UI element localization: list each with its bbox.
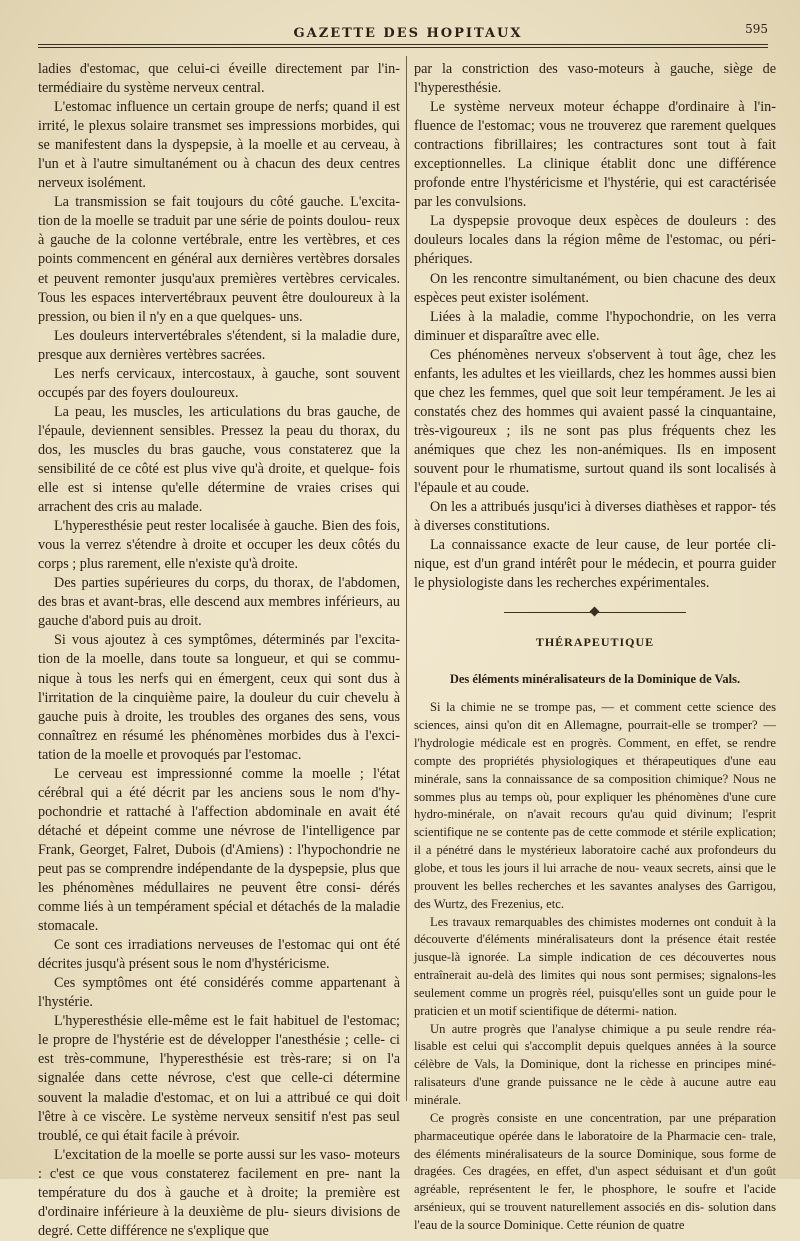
right-column <box>414 60 776 1235</box>
article-paragraph: Si la chimie ne se trompe pas, — et comment cette science des sciences, ainsi qu'on dit en Allemagne, pourrait-elle se tromper? — l'hydrologie médicale est en progrès. Comment, en effet, se rendre compte des propriétés physiologiques et thérapeutiques d'une eau minérale, sans la connaissance de sa composition chimique? Nous ne sommes plus au temps où, pour expliquer les phénomènes d'une cure hydro-minérale, on n'avait recours qu'au quid divinum; l'esprit scientifique ne se contente pas de cette commode et stérile explication; il a pénétré dans le mystérieux laboratoire caché aux profondeurs du globe, et tous les jours il lui arrache de nou- veaux secrets, ainsi que le prouvent les belles recherches et les savantes analyses des Garrigou, des Wurtz, des Frezenius, etc. <box>414 700 776 911</box>
paragraph: Liées à la maladie, comme l'hypochondrie, on les verra diminuer et disparaître avec elle. <box>414 308 776 344</box>
paragraph: par la constriction des vaso-moteurs à gauche, siège de l'hyperesthésie. <box>414 61 776 97</box>
paragraph: Les nerfs cervicaux, intercostaux, à gauche, sont souvent occupés par des foyers douloureux. <box>38 365 400 401</box>
paragraph: La dyspepsie provoque deux espèces de douleurs : des douleurs locales dans la région même de l'estomac, ou péri- phériques. <box>414 213 776 268</box>
section-divider <box>414 607 776 619</box>
paragraph: Si vous ajoutez à ces symptômes, déterminés par l'excita- tion de la moelle, dans toute sa longueur, et qui se commu- nique à tous les nerfs qui en émergent, ceux qui sont dus à l'irritation de la cinquième paire, la douleur du cuir chevelu à gauche puis à droite, les troubles des organes des sens, vous connaîtrez en résumé les phénomènes morbides dus à l'exci- tation de la moelle et provoqués par l'estomac. <box>38 632 400 763</box>
paragraph: Ces phénomènes nerveux s'observent à tout âge, chez les enfants, les adultes et les vieillards, chez les hommes aussi bien que chez les femmes, quel que soit leur tempérament. Je les ai constatés chez des hommes qui avaient passé la cinquantaine, très-vigoureux ; ils ne sont pas plus fréquents chez les anémiques que chez les non-anémiques. Ils en imposent souvent pour le rhumatisme, surtout quand ils sont localisés à l'épaule et au coude. <box>414 346 776 497</box>
paragraph: On les a attribués jusqu'ici à diverses diathèses et rappor- tés à diverses constitutions. <box>414 499 776 535</box>
article-paragraph: Un autre progrès que l'analyse chimique a pu seule rendre réa- lisable est celui qui s'accomplit depuis quelques années à la source célèbre de Vals, la Dominique, dont la richesse en principes miné- ralisateurs d'une grande puissance ne le cède à aucune autre eau minérale. <box>414 1021 776 1107</box>
paragraph: L'excitation de la moelle se porte aussi sur les vaso- moteurs : c'est ce que vous constaterez facilement en pre- nant la température du dos à gauche et à droite; la première est d'ordinaire inférieure à la deuxième de plu- sieurs divisions de degré. Cette différence ne s'explique que <box>38 1146 400 1239</box>
page-number: 595 <box>745 22 768 36</box>
paragraph: Les douleurs intervertébrales s'étendent, si la maladie dure, presque aux dernières vertèbres sacrées. <box>38 327 400 363</box>
article-paragraph: Ce progrès consiste en une concentration, par une préparation pharmaceutique opérée dans le laboratoire de la Pharmacie cen- trale, des éléments minéralisateurs de la source Dominique, sous forme de dragées. Ces dragées, en effet, d'un aspect séduisant et d'un goût agréable, représentent le fer, le phosphore, le soufre et l'acide arsénieux, qui se trouvent naturellement associés en dis- solution dans l'eau de la source Dominique. Cette réunion de quatre <box>414 1110 776 1232</box>
paragraph: Ces symptômes ont été considérés comme appartenant à l'hystérie. <box>38 975 400 1011</box>
paragraph: Ce sont ces irradiations nerveuses de l'estomac qui ont été décrites jusqu'à présent sous le nom d'hystéricisme. <box>38 937 400 973</box>
paragraph: La connaissance exacte de leur cause, de leur portée cli- nique, est d'un grand intérêt pour le médecin, et pourra guider le physiologiste dans les recherches expérimentales. <box>414 537 776 592</box>
article-body <box>414 699 776 1234</box>
paragraph: ladies d'estomac, que celui-ci éveille directement par l'in- termédiaire du système nerveux central. <box>38 61 400 97</box>
paragraph: L'hyperesthésie elle-même est le fait habituel de l'estomac; le propre de l'hystérie est de développer l'anesthésie ; celle- ci est très-commune, l'hyperesthésie est très-rare; si on l'a signalée dans cette névrose, c'est que celle-ci détermine souvent la maladie d'estomac, et on lui a attribué ce qui doit l'être à ce viscère. Le système nerveux sensitif n'est pas seul troublé, ce qui était facile à prévoir. <box>38 1013 400 1144</box>
column-divider <box>406 56 407 1101</box>
header-rule-bottom <box>38 47 768 48</box>
right-column-body <box>414 60 776 593</box>
left-column <box>38 60 400 1241</box>
divider-ornament <box>590 607 600 617</box>
article-title: Des éléments minéralisateurs de la Dominique de Vals. <box>449 672 741 687</box>
paragraph: Le système nerveux moteur échappe d'ordinaire à l'in- fluence de l'estomac; vous ne trouverez que rarement quelques contractions fibrillaires; les contractures sont tout à fait exceptionnelles. La clinique établit donc une différence profonde entre l'hystéricisme et l'hystérie, qui est caractérisée par les convulsions. <box>414 99 776 211</box>
newspaper-title: GAZETTE DES HOPITAUX <box>293 26 523 41</box>
paragraph: L'estomac influence un certain groupe de nerfs; quand il est irrité, le plexus solaire transmet ses impressions morbides, qui se manifestent dans la dyspepsie, à la moelle et au cerveau, à l'un et à l'autre simultanément ou à chacun des deux centres nerveux isolément. <box>38 99 400 192</box>
paragraph: La transmission se fait toujours du côté gauche. L'excita- tion de la moelle se traduit par une série de points doulou- reux à gauche de la colonne vertébrale, entre les vertèbres, et ces points commencent en général aux dernières vertèbres dorsales et peuvent remonter jusqu'aux premières vertèbres cervicales. Tous les espaces intervertébraux peuvent être douloureux à la pression, ou bien il n'y en a que quelques- uns. <box>38 194 400 325</box>
page-header <box>38 22 778 46</box>
article-paragraph: Les travaux remarquables des chimistes modernes ont conduit à la découverte d'éléments minéralisateurs dont la présence était restée jusque-là ignorée. La simple indication de ces découvertes nous entraînerait au-delà des limites qui nous sont permises; signalons-les seulement comme un progrès réel, puisqu'elles sont un guide pour le praticien et un motif scientifique de détermi- nation. <box>414 914 776 1018</box>
paragraph: La peau, les muscles, les articulations du bras gauche, de l'épaule, deviennent sensibles. Pressez la peau du thorax, du dos, les muscles du bras gauche, vous constaterez que la sensibilité de ce côté est plus vive qu'à droite, et quelque- fois elle est si intense qu'elle détermine de vraies crises qui arrachent des cris au malade. <box>38 403 400 516</box>
paragraph: Des parties supérieures du corps, du thorax, de l'abdomen, des bras et avant-bras, elle descend aux membres inférieurs, au gauche d'abord puis au droit. <box>38 575 400 630</box>
section-title: THÉRAPEUTIQUE <box>535 635 655 650</box>
paragraph: L'hyperesthésie peut rester localisée à gauche. Bien des fois, vous la verrez s'étendre à droite et occuper les deux côtés du corps ; plus rarement, elle n'existe qu'à droite. <box>38 518 400 573</box>
header-rule-top <box>38 44 768 45</box>
paragraph: On les rencontre simultanément, ou bien chacune des deux espèces peut exister isolément. <box>414 270 776 306</box>
paragraph: Le cerveau est impressionné comme la moelle ; l'état cérébral qui a été décrit par les anciens sous le nom d'hy- pochondrie et rattaché à l'affection abdominale en avait été détaché et dépeint comme une névrose de l'intelligence par Frank, Georget, Falret, Dubois (d'Amiens) : l'hypochondrie ne peut pas se comprendre indépendante de la dyspepsie, plus que les phénomènes médullaires ne peuvent être consi- dérés comme liés à un tempérament spécial et détachés de la maladie stomacale. <box>38 765 400 935</box>
